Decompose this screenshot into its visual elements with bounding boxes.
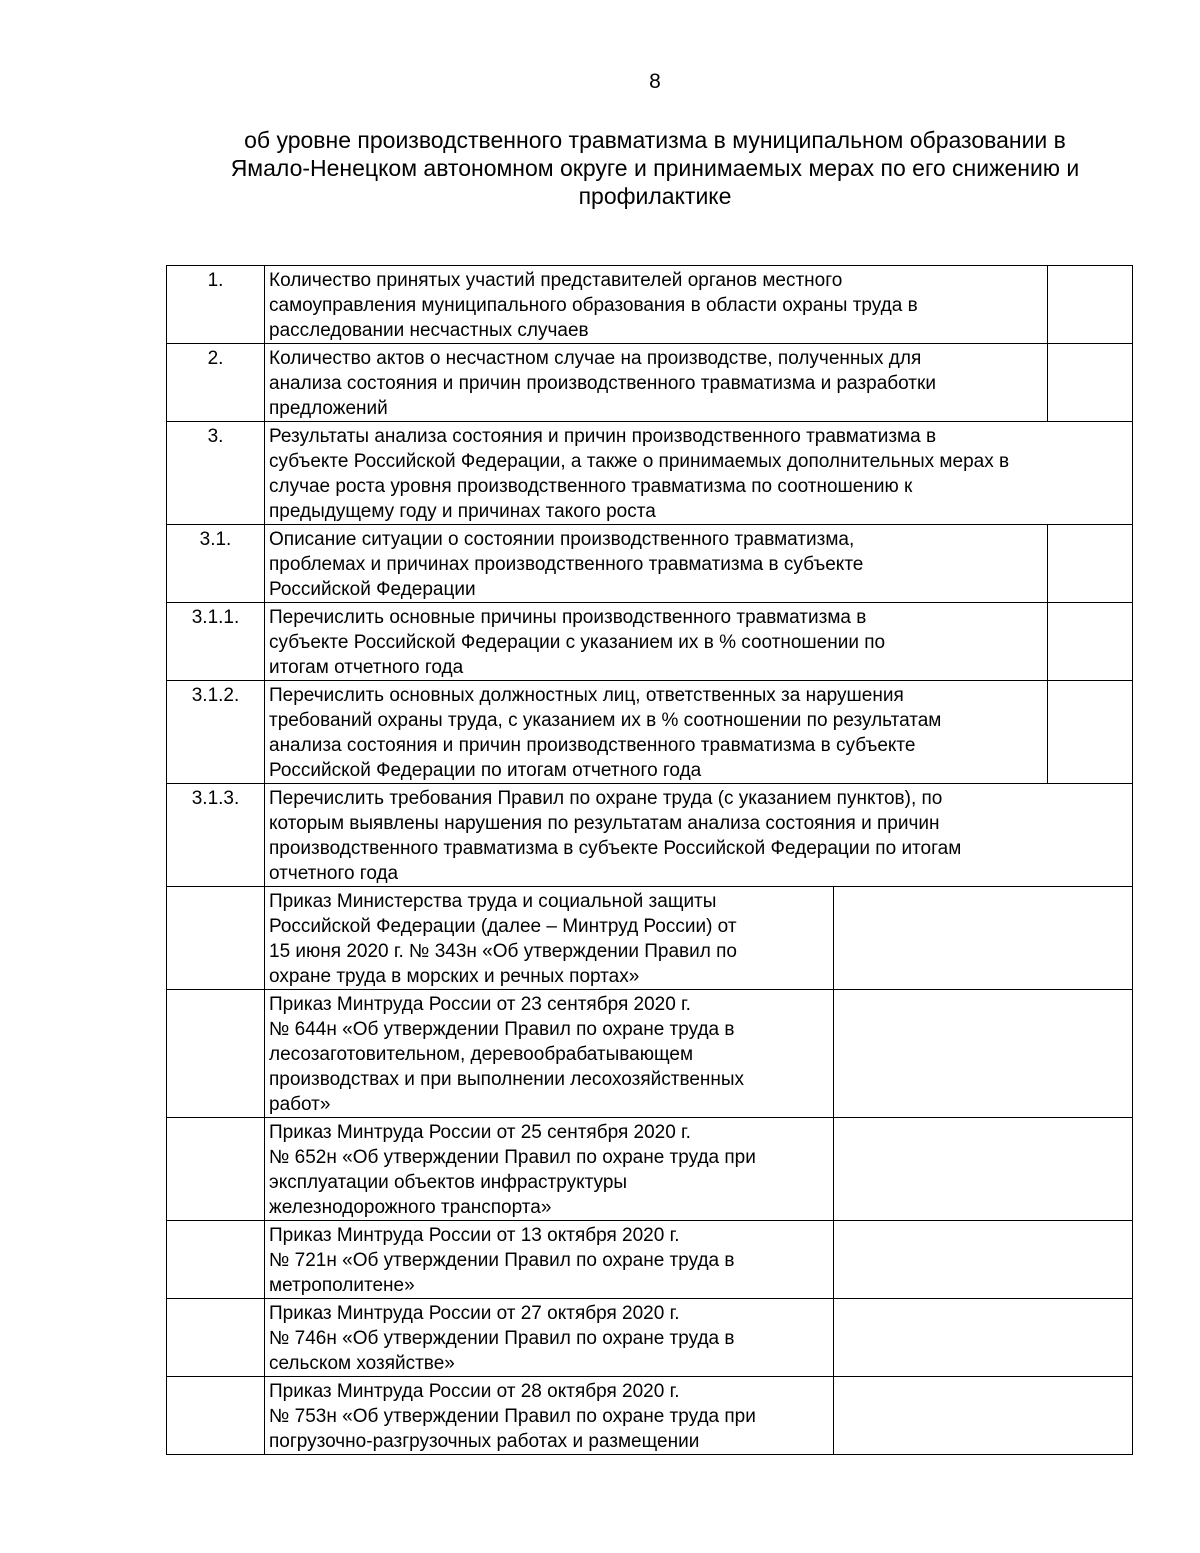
item-number: 3.1.2. [167,681,265,784]
order-row [167,887,1133,990]
value-cell[interactable] [834,1299,1133,1377]
cell-text-line: № 746н «Об утверждении Правил по охране труда в [269,1328,735,1349]
table-row [167,344,1133,422]
cell-text-line: Российской Федерации по итогам отчетного года [269,760,702,781]
cell-text-line: производствах и при выполнении лесохозяйственных [269,1069,745,1090]
cell-text-line: метрополитене» [269,1275,415,1296]
cell-text-line: лесозаготовительном, деревообрабатывающем [269,1044,694,1065]
table-row [167,525,1133,603]
cell-text-line: анализа состояния и причин производственного травматизма и разработки [269,373,936,394]
cell-text-line: погрузочно-разгрузочных работах и размещении [269,1431,700,1452]
cell-text-line: самоуправления муниципального образования в области охраны труда в [269,295,918,316]
page-number: 8 [649,70,661,93]
indicator-description [265,266,1048,344]
cell-text-line: отчетного года [269,863,399,884]
cell-text-line: № 753н «Об утверждении Правил по охране труда при [269,1406,756,1427]
heading-line: профилактике [578,183,732,209]
value-cell[interactable] [1048,525,1133,603]
indicators-table [166,265,1133,1455]
table-row [167,603,1133,681]
cell-text-line: Результаты анализа состояния и причин производственного травматизма в [269,426,937,447]
indicator-description [265,525,1048,603]
cell-text-line: работ» [269,1094,331,1115]
value-cell[interactable] [834,1377,1133,1455]
cell-text-line: Перечислить основные причины производственного травматизма в [269,607,867,628]
order-row [167,1299,1133,1377]
cell-text-line: Описание ситуации о состоянии производственного травматизма, [269,529,855,550]
cell-text-line: Перечислить требования Правил по охране труда (с указанием пунктов), по [269,788,943,809]
cell-text-line: производственного травматизма в субъекте Российской Федерации по итогам [269,838,962,859]
order-reference [265,887,834,990]
cell-text-line: Российской Федерации [269,579,476,600]
item-number: 3. [167,422,265,525]
cell-text-line: предыдущему году и причинах такого роста [269,501,656,522]
cell-text-line: случае роста уровня производственного травматизма по соотношению к [269,476,913,497]
value-cell[interactable] [1048,681,1133,784]
indicator-description [265,603,1048,681]
indicator-description [265,422,1133,525]
indicator-description [265,681,1048,784]
cell-text-line: расследовании несчастных случаев [269,320,589,341]
cell-text-line: анализа состояния и причин производственного травматизма в субъекте [269,735,916,756]
value-cell[interactable] [1048,344,1133,422]
cell-text-line: требований охраны труда, с указанием их в % соотношении по результатам [269,710,942,731]
order-row [167,1221,1133,1299]
cell-text-line: проблемах и причинах производственного травматизма в субъекте [269,554,864,575]
cell-text-line: субъекте Российской Федерации, а также о принимаемых дополнительных мерах в [269,451,1010,472]
indicator-description [265,344,1048,422]
value-cell[interactable] [1048,266,1133,344]
cell-text-line: № 652н «Об утверждении Правил по охране труда при [269,1147,756,1168]
value-cell[interactable] [834,887,1133,990]
cell-text-line: итогам отчетного года [269,657,464,678]
cell-text-line: № 721н «Об утверждении Правил по охране труда в [269,1250,735,1271]
value-cell[interactable] [834,1118,1133,1221]
item-number: 3.1. [167,525,265,603]
table-row [167,266,1133,344]
heading-line: об уровне производственного травматизма в муниципальном образовании в [244,127,1066,153]
item-number: 3.1.3. [167,784,265,887]
value-cell[interactable] [834,1221,1133,1299]
cell-text-line: Приказ Минтруда России от 23 сентября 2020 г. [269,994,691,1015]
item-number [167,1377,265,1455]
table-row [167,681,1133,784]
document-heading [180,126,1130,210]
item-number [167,1118,265,1221]
cell-text-line: Приказ Минтруда России от 13 октября 2020 г. [269,1225,680,1246]
table-row [167,422,1133,525]
cell-text-line: предложений [269,398,388,419]
cell-text-line: Приказ Минтруда России от 28 октября 2020 г. [269,1381,680,1402]
order-row [167,1377,1133,1455]
item-number: 2. [167,344,265,422]
item-number [167,887,265,990]
order-reference [265,1221,834,1299]
cell-text-line: 15 июня 2020 г. № 343н «Об утверждении Правил по [269,941,737,962]
cell-text-line: Российской Федерации (далее – Минтруд России) от [269,916,737,937]
cell-text-line: Приказ Минтруда России от 25 сентября 2020 г. [269,1122,691,1143]
order-reference [265,990,834,1118]
item-number: 3.1.1. [167,603,265,681]
cell-text-line: Количество принятых участий представителей органов местного [269,270,843,291]
item-number [167,1221,265,1299]
order-reference [265,1118,834,1221]
item-number [167,1299,265,1377]
order-reference [265,1377,834,1455]
value-cell[interactable] [834,990,1133,1118]
indicator-description [265,784,1133,887]
item-number [167,990,265,1118]
table-row [167,784,1133,887]
cell-text-line: эксплуатации объектов инфраструктуры [269,1172,628,1193]
cell-text-line: сельском хозяйстве» [269,1353,455,1374]
cell-text-line: № 644н «Об утверждении Правил по охране труда в [269,1019,735,1040]
cell-text-line: Приказ Минтруда России от 27 октября 2020 г. [269,1303,680,1324]
cell-text-line: Количество актов о несчастном случае на производстве, полученных для [269,348,922,369]
item-number: 1. [167,266,265,344]
cell-text-line: Приказ Министерства труда и социальной защиты [269,891,717,912]
order-reference [265,1299,834,1377]
value-cell[interactable] [1048,603,1133,681]
cell-text-line: Перечислить основных должностных лиц, ответственных за нарушения [269,685,904,706]
order-row [167,990,1133,1118]
cell-text-line: охране труда в морских и речных портах» [269,966,640,987]
cell-text-line: которым выявлены нарушения по результатам анализа состояния и причин [269,813,940,834]
cell-text-line: железнодорожного транспорта» [269,1197,552,1218]
heading-line: Ямало-Ненецком автономном округе и принимаемых мерах по его снижению и [230,155,1080,181]
order-row [167,1118,1133,1221]
cell-text-line: субъекте Российской Федерации с указанием их в % соотношении по [269,632,886,653]
